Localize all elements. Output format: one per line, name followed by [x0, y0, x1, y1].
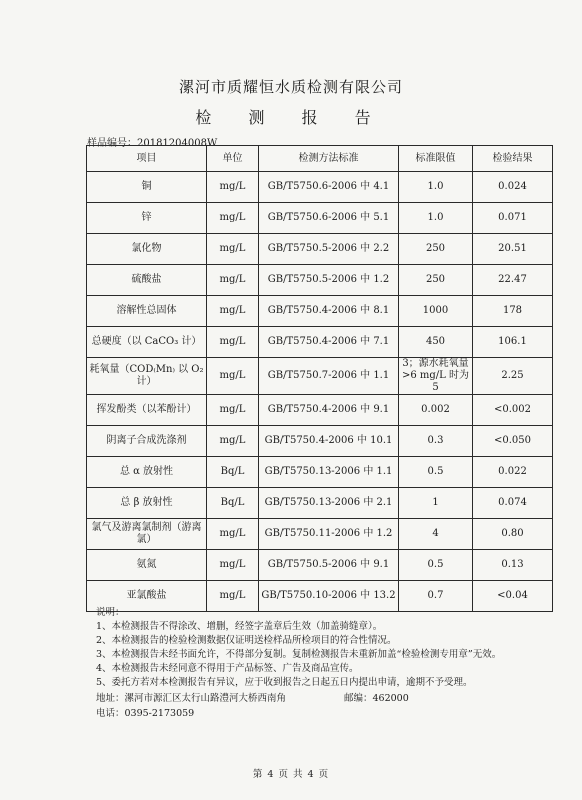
notes-heading: 说明： — [96, 607, 125, 618]
sample-number: 样品编号：20181204008W — [87, 138, 218, 149]
cell-result: <0.002 — [473, 395, 553, 426]
table-row — [87, 265, 553, 296]
cell-limit: 1.0 — [399, 203, 473, 234]
postcode: 邮编：462000 — [344, 693, 409, 704]
cell-result: <0.04 — [473, 581, 553, 612]
table-row — [87, 172, 553, 203]
cell-item: 总 α 放射性 — [87, 457, 207, 488]
note-item: 5、委托方若对本检测报告有异议，应于收到报告之日起五日内提出申请，逾期不予受理。 — [96, 677, 473, 688]
table-row — [87, 488, 553, 519]
cell-unit: mg/L — [207, 203, 259, 234]
cell-result: 178 — [473, 296, 553, 327]
header-result: 检验结果 — [473, 146, 553, 172]
cell-limit: 1 — [399, 488, 473, 519]
cell-method: GB/T5750.4-2006 中 8.1 — [259, 296, 399, 327]
results-table — [86, 145, 553, 612]
header-unit: 单位 — [207, 146, 259, 172]
table-row — [87, 234, 553, 265]
cell-limit: 250 — [399, 234, 473, 265]
phone: 电话：0395-2173059 — [96, 708, 195, 719]
cell-method: GB/T5750.4-2006 中 7.1 — [259, 327, 399, 358]
cell-method: GB/T5750.7-2006 中 1.1 — [259, 358, 399, 395]
table-row — [87, 203, 553, 234]
cell-limit: 1000 — [399, 296, 473, 327]
cell-method: GB/T5750.4-2006 中 9.1 — [259, 395, 399, 426]
cell-limit: 250 — [399, 265, 473, 296]
header-item: 项目 — [87, 146, 207, 172]
cell-item: 硫酸盐 — [87, 265, 207, 296]
cell-item: 挥发酚类（以苯酚计） — [87, 395, 207, 426]
cell-result: 0.80 — [473, 519, 553, 550]
cell-unit: mg/L — [207, 550, 259, 581]
cell-item: 耗氧量（COD₍Mn₎ 以 O₂ 计） — [87, 358, 207, 395]
cell-unit: mg/L — [207, 519, 259, 550]
cell-limit: 0.5 — [399, 457, 473, 488]
report-title: 检 测 报 告 — [195, 108, 387, 127]
cell-method: GB/T5750.5-2006 中 2.2 — [259, 234, 399, 265]
cell-limit: 1.0 — [399, 172, 473, 203]
cell-unit: Bq/L — [207, 457, 259, 488]
cell-method: GB/T5750.6-2006 中 5.1 — [259, 203, 399, 234]
cell-limit: 450 — [399, 327, 473, 358]
table-row — [87, 426, 553, 457]
notes — [96, 606, 576, 690]
cell-limit: 0.5 — [399, 550, 473, 581]
cell-item: 氨氮 — [87, 550, 207, 581]
cell-unit: mg/L — [207, 358, 259, 395]
page-number: 第 4 页 共 4 页 — [252, 769, 330, 780]
cell-method: GB/T5750.13-2006 中 2.1 — [259, 488, 399, 519]
cell-result: 0.022 — [473, 457, 553, 488]
header-method: 检测方法标准 — [259, 146, 399, 172]
cell-unit: mg/L — [207, 395, 259, 426]
cell-method: GB/T5750.13-2006 中 1.1 — [259, 457, 399, 488]
cell-method: GB/T5750.11-2006 中 1.2 — [259, 519, 399, 550]
note-item: 2、本检测报告的检验检测数据仅证明送检样品所检项目的符合性情况。 — [96, 635, 397, 646]
cell-unit: mg/L — [207, 327, 259, 358]
table-row — [87, 296, 553, 327]
cell-unit: mg/L — [207, 265, 259, 296]
cell-method: GB/T5750.6-2006 中 4.1 — [259, 172, 399, 203]
cell-unit: mg/L — [207, 234, 259, 265]
cell-item: 锌 — [87, 203, 207, 234]
cell-unit: Bq/L — [207, 488, 259, 519]
cell-method: GB/T5750.10-2006 中 13.2 — [259, 581, 399, 612]
cell-result: 0.13 — [473, 550, 553, 581]
cell-result: 22.47 — [473, 265, 553, 296]
cell-item: 铜 — [87, 172, 207, 203]
note-item: 4、本检测报告未经同意不得用于产品标签、广告及商品宣传。 — [96, 663, 359, 674]
cell-limit: 3；源水耗氧量 >6 mg/L 时为 5 — [399, 358, 473, 395]
table-header-row — [87, 146, 553, 172]
table-row — [87, 395, 553, 426]
cell-result: 0.024 — [473, 172, 553, 203]
cell-unit: mg/L — [207, 172, 259, 203]
company-name: 漯河市质耀恒水质检测有限公司 — [178, 78, 403, 96]
cell-result: 0.071 — [473, 203, 553, 234]
cell-limit: 4 — [399, 519, 473, 550]
cell-unit: mg/L — [207, 426, 259, 457]
address: 地址：漯河市源汇区太行山路澧河大桥西南角 — [96, 693, 287, 704]
header-limit: 标准限值 — [399, 146, 473, 172]
cell-item: 总硬度（以 CaCO₃ 计） — [87, 327, 207, 358]
cell-limit: 0.7 — [399, 581, 473, 612]
cell-result: <0.050 — [473, 426, 553, 457]
cell-item: 总 β 放射性 — [87, 488, 207, 519]
table-row — [87, 457, 553, 488]
cell-method: GB/T5750.5-2006 中 1.2 — [259, 265, 399, 296]
cell-result: 2.25 — [473, 358, 553, 395]
cell-result: 0.074 — [473, 488, 553, 519]
cell-result: 106.1 — [473, 327, 553, 358]
table-row — [87, 550, 553, 581]
cell-unit: mg/L — [207, 581, 259, 612]
cell-method: GB/T5750.4-2006 中 10.1 — [259, 426, 399, 457]
table-row — [87, 519, 553, 550]
note-item: 3、本检测报告未经书面允许，不得部分复制。复制检测报告未重新加盖“检验检测专用章”无效。 — [96, 649, 502, 660]
note-item: 1、本检测报告不得涂改、增删，经签字盖章后生效（加盖骑缝章）。 — [96, 621, 383, 632]
cell-item: 氯气及游离氯制剂（游离氯） — [87, 519, 207, 550]
cell-limit: 0.002 — [399, 395, 473, 426]
cell-item: 溶解性总固体 — [87, 296, 207, 327]
table-row — [87, 358, 553, 395]
cell-item: 亚氯酸盐 — [87, 581, 207, 612]
cell-item: 氯化物 — [87, 234, 207, 265]
cell-method: GB/T5750.5-2006 中 9.1 — [259, 550, 399, 581]
cell-result: 20.51 — [473, 234, 553, 265]
cell-limit: 0.3 — [399, 426, 473, 457]
cell-item: 阴离子合成洗涤剂 — [87, 426, 207, 457]
cell-unit: mg/L — [207, 296, 259, 327]
table-row — [87, 327, 553, 358]
